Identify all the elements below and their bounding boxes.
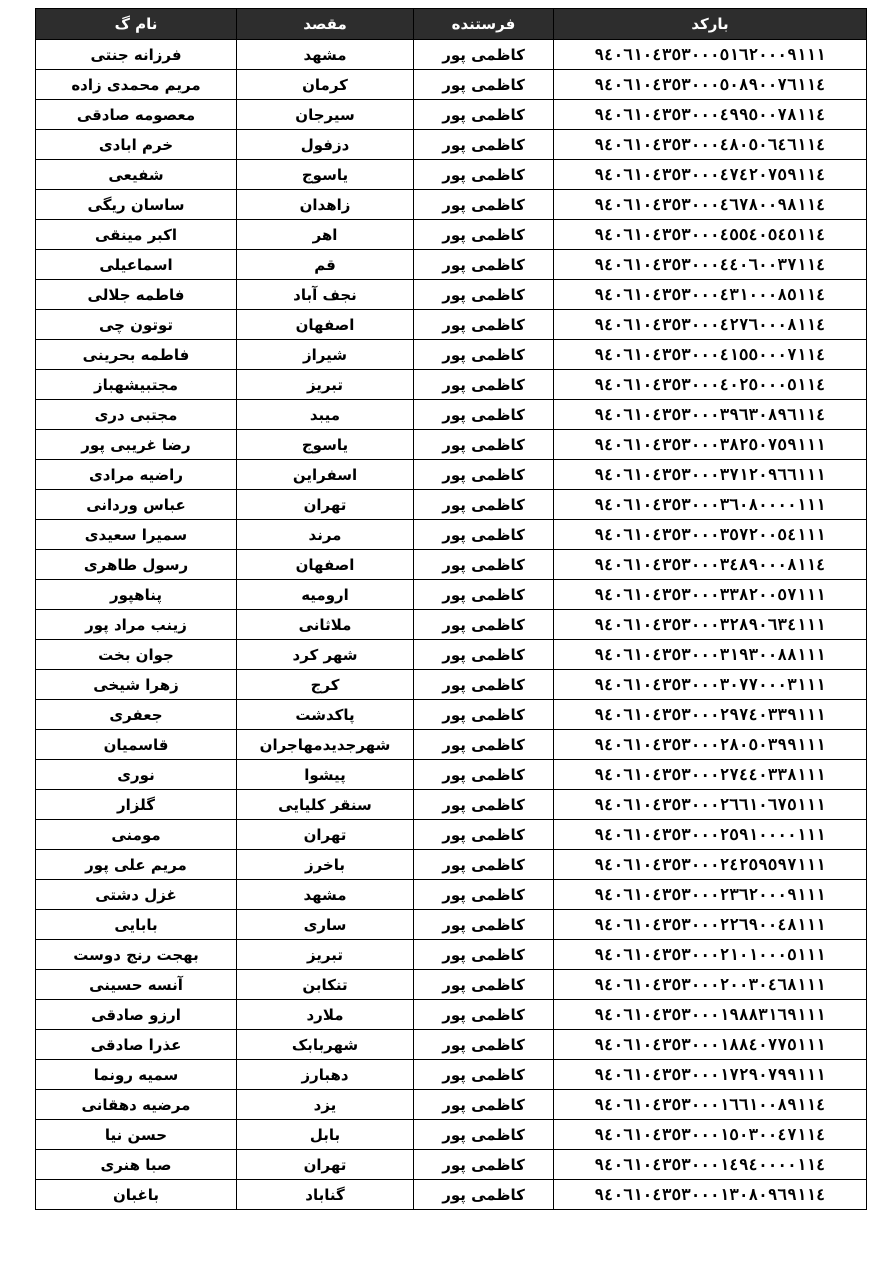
destination-cell: تبریز bbox=[237, 940, 414, 970]
barcode-cell: ۹٤۰٦۱۰٤۳٥۳۰۰۰۱٥۰۳۰۰٤۷۱۱٤ bbox=[554, 1120, 867, 1150]
barcode-cell: ۹٤۰٦۱۰٤۳٥۳۰۰۰۳۷۱۲۰۹٦٦۱۱۱ bbox=[554, 460, 867, 490]
recipient-name-cell: قاسمیان bbox=[36, 730, 237, 760]
destination-cell: یاسوج bbox=[237, 430, 414, 460]
sender-cell: کاظمی پور bbox=[414, 670, 554, 700]
table-row bbox=[36, 790, 867, 820]
recipient-name-cell: رضا غریبی پور bbox=[36, 430, 237, 460]
destination-cell: شهر کرد bbox=[237, 640, 414, 670]
table-row bbox=[36, 430, 867, 460]
table-row bbox=[36, 100, 867, 130]
recipient-name-cell: حسن نیا bbox=[36, 1120, 237, 1150]
barcode-cell: ۹٤۰٦۱۰٤۳٥۳۰۰۰۱٤۹٤۰۰۰۰۱۱٤ bbox=[554, 1150, 867, 1180]
recipient-name-cell: مجتبیشهباز bbox=[36, 370, 237, 400]
barcode-cell: ۹٤۰٦۱۰٤۳٥۳۰۰۰۲٥۹۱۰۰۰۰۱۱۱ bbox=[554, 820, 867, 850]
recipient-name-cell: فاطمه بحرینی bbox=[36, 340, 237, 370]
barcode-cell: ۹٤۰٦۱۰٤۳٥۳۰۰۰۱۷۲۹۰۷۹۹۱۱۱ bbox=[554, 1060, 867, 1090]
barcode-cell: ۹٤۰٦۱۰٤۳٥۳۰۰۰٤٤۰٦۰۰۳۷۱۱٤ bbox=[554, 250, 867, 280]
recipient-name-cell: فرزانه جنتی bbox=[36, 40, 237, 70]
barcode-cell: ۹٤۰٦۱۰٤۳٥۳۰۰۰٤٦۷۸۰۰۹۸۱۱٤ bbox=[554, 190, 867, 220]
sender-cell: کاظمی پور bbox=[414, 880, 554, 910]
recipient-name-cell: مومنی bbox=[36, 820, 237, 850]
barcode-cell: ۹٤۰٦۱۰٤۳٥۳۰۰۰۳۹٦۳۰۸۹٦۱۱٤ bbox=[554, 400, 867, 430]
destination-cell: نجف آباد bbox=[237, 280, 414, 310]
sender-cell: کاظمی پور bbox=[414, 400, 554, 430]
sender-cell: کاظمی پور bbox=[414, 490, 554, 520]
barcode-cell: ۹٤۰٦۱۰٤۳٥۳۰۰۰۲۲٦۹۰۰٤۸۱۱۱ bbox=[554, 910, 867, 940]
destination-cell: سنقر کلیایی bbox=[237, 790, 414, 820]
barcode-cell: ۹٤۰٦۱۰٤۳٥۳۰۰۰۳٤۸۹۰۰۰۸۱۱٤ bbox=[554, 550, 867, 580]
table-row bbox=[36, 550, 867, 580]
destination-cell: مشهد bbox=[237, 880, 414, 910]
barcode-cell: ۹٤۰٦۱۰٤۳٥۳۰۰۰٤۹۹٥۰۰۷۸۱۱٤ bbox=[554, 100, 867, 130]
table-row bbox=[36, 640, 867, 670]
header-destination: مقصد bbox=[237, 9, 414, 40]
barcode-cell: ۹٤۰٦۱۰٤۳٥۳۰۰۰٤۷٤۲۰۷٥۹۱۱٤ bbox=[554, 160, 867, 190]
destination-cell: پیشوا bbox=[237, 760, 414, 790]
destination-cell: اهر bbox=[237, 220, 414, 250]
recipient-name-cell: فاطمه جلالی bbox=[36, 280, 237, 310]
sender-cell: کاظمی پور bbox=[414, 940, 554, 970]
sender-cell: کاظمی پور bbox=[414, 1060, 554, 1090]
sender-cell: کاظمی پور bbox=[414, 70, 554, 100]
sender-cell: کاظمی پور bbox=[414, 370, 554, 400]
sender-cell: کاظمی پور bbox=[414, 460, 554, 490]
recipient-name-cell: توتون چی bbox=[36, 310, 237, 340]
barcode-cell: ۹٤۰٦۱۰٤۳٥۳۰۰۰٤۳۱۰۰۰۸٥۱۱٤ bbox=[554, 280, 867, 310]
table-row bbox=[36, 1150, 867, 1180]
sender-cell: کاظمی پور bbox=[414, 610, 554, 640]
table-row bbox=[36, 1090, 867, 1120]
sender-cell: کاظمی پور bbox=[414, 220, 554, 250]
sender-cell: کاظمی پور bbox=[414, 40, 554, 70]
sender-cell: کاظمی پور bbox=[414, 1000, 554, 1030]
barcode-cell: ۹٤۰٦۱۰٤۳٥۳۰۰۰۳۲۸۹۰٦۳٤۱۱۱ bbox=[554, 610, 867, 640]
sender-cell: کاظمی پور bbox=[414, 550, 554, 580]
sender-cell: کاظمی پور bbox=[414, 340, 554, 370]
sender-cell: کاظمی پور bbox=[414, 160, 554, 190]
barcode-cell: ۹٤۰٦۱۰٤۳٥۳۰۰۰۱۸۸٤۰۷۷٥۱۱۱ bbox=[554, 1030, 867, 1060]
sender-cell: کاظمی پور bbox=[414, 580, 554, 610]
recipient-name-cell: ساسان ریگی bbox=[36, 190, 237, 220]
recipient-name-cell: پناهپور bbox=[36, 580, 237, 610]
sender-cell: کاظمی پور bbox=[414, 850, 554, 880]
table-row bbox=[36, 1030, 867, 1060]
sender-cell: کاظمی پور bbox=[414, 820, 554, 850]
sender-cell: کاظمی پور bbox=[414, 1120, 554, 1150]
table-row bbox=[36, 160, 867, 190]
header-barcode: بارکد bbox=[554, 9, 867, 40]
recipient-name-cell: راضیه مرادی bbox=[36, 460, 237, 490]
barcode-cell: ۹٤۰٦۱۰٤۳٥۳۰۰۰٤۱٥٥۰۰۰۷۱۱٤ bbox=[554, 340, 867, 370]
barcode-cell: ۹٤۰٦۱۰٤۳٥۳۰۰۰۲۹۷٤۰۳۳۹۱۱۱ bbox=[554, 700, 867, 730]
sender-cell: کاظمی پور bbox=[414, 910, 554, 940]
barcode-cell: ۹٤۰٦۱۰٤۳٥۳۰۰۰۱۹۸۸۳۱٦۹۱۱۱ bbox=[554, 1000, 867, 1030]
destination-cell: دزفول bbox=[237, 130, 414, 160]
destination-cell: باخرز bbox=[237, 850, 414, 880]
table-row bbox=[36, 340, 867, 370]
sender-cell: کاظمی پور bbox=[414, 520, 554, 550]
destination-cell: ملاثانی bbox=[237, 610, 414, 640]
barcode-cell: ۹٤۰٦۱۰٤۳٥۳۰۰۰۳٥۷۲۰۰٥٤۱۱۱ bbox=[554, 520, 867, 550]
sender-cell: کاظمی پور bbox=[414, 430, 554, 460]
recipient-name-cell: باغبان bbox=[36, 1180, 237, 1210]
barcode-cell: ۹٤۰٦۱۰٤۳٥۳۰۰۰۲۱۰۱۰۰۰٥۱۱۱ bbox=[554, 940, 867, 970]
sender-cell: کاظمی پور bbox=[414, 730, 554, 760]
destination-cell: بابل bbox=[237, 1120, 414, 1150]
destination-cell: ارومیه bbox=[237, 580, 414, 610]
sender-cell: کاظمی پور bbox=[414, 130, 554, 160]
destination-cell: زاهدان bbox=[237, 190, 414, 220]
recipient-name-cell: آنسه حسینی bbox=[36, 970, 237, 1000]
barcode-cell: ۹٤۰٦۱۰٤۳٥۳۰۰۰٤۰۲٥۰۰۰٥۱۱٤ bbox=[554, 370, 867, 400]
table-header-row bbox=[36, 9, 867, 40]
barcode-cell: ۹٤۰٦۱۰٤۳٥۳۰۰۰۳۸۲٥۰۷٥۹۱۱۱ bbox=[554, 430, 867, 460]
destination-cell: میبد bbox=[237, 400, 414, 430]
barcode-cell: ۹٤۰٦۱۰٤۳٥۳۰۰۰۳٦۰۸۰۰۰۰۱۱۱ bbox=[554, 490, 867, 520]
header-recipient: نام گ bbox=[36, 9, 237, 40]
table-row bbox=[36, 1180, 867, 1210]
destination-cell: تبریز bbox=[237, 370, 414, 400]
sender-cell: کاظمی پور bbox=[414, 790, 554, 820]
sender-cell: کاظمی پور bbox=[414, 280, 554, 310]
destination-cell: شیراز bbox=[237, 340, 414, 370]
table-row bbox=[36, 910, 867, 940]
destination-cell: مشهد bbox=[237, 40, 414, 70]
table-row bbox=[36, 670, 867, 700]
destination-cell: تهران bbox=[237, 1150, 414, 1180]
barcode-cell: ۹٤۰٦۱۰٤۳٥۳۰۰۰٤٥٥٤۰٥٤٥۱۱٤ bbox=[554, 220, 867, 250]
sender-cell: کاظمی پور bbox=[414, 310, 554, 340]
table-row bbox=[36, 1060, 867, 1090]
recipient-name-cell: سمیه رونما bbox=[36, 1060, 237, 1090]
recipient-name-cell: جوان بخت bbox=[36, 640, 237, 670]
recipient-name-cell: اکبر مینقی bbox=[36, 220, 237, 250]
header-sender: فرستنده bbox=[414, 9, 554, 40]
barcode-cell: ۹٤۰٦۱۰٤۳٥۳۰۰۰۲۰۰۳۰٤٦۸۱۱۱ bbox=[554, 970, 867, 1000]
sender-cell: کاظمی پور bbox=[414, 640, 554, 670]
sender-cell: کاظمی پور bbox=[414, 760, 554, 790]
destination-cell: تنکابن bbox=[237, 970, 414, 1000]
table-row bbox=[36, 850, 867, 880]
barcode-cell: ۹٤۰٦۱۰٤۳٥۳۰۰۰٥۱٦۲۰۰۰۹۱۱۱ bbox=[554, 40, 867, 70]
table-row bbox=[36, 310, 867, 340]
sender-cell: کاظمی پور bbox=[414, 970, 554, 1000]
destination-cell: مرند bbox=[237, 520, 414, 550]
recipient-name-cell: زینب مراد پور bbox=[36, 610, 237, 640]
table-row bbox=[36, 610, 867, 640]
sender-cell: کاظمی پور bbox=[414, 1150, 554, 1180]
table-row bbox=[36, 460, 867, 490]
barcode-cell: ۹٤۰٦۱۰٤۳٥۳۰۰۰٥۰۸۹۰۰۷٦۱۱٤ bbox=[554, 70, 867, 100]
recipient-name-cell: غزل دشتی bbox=[36, 880, 237, 910]
table-row bbox=[36, 70, 867, 100]
destination-cell: یزد bbox=[237, 1090, 414, 1120]
table-row bbox=[36, 730, 867, 760]
recipient-name-cell: خرم ابادی bbox=[36, 130, 237, 160]
destination-cell: شهربابک bbox=[237, 1030, 414, 1060]
sender-cell: کاظمی پور bbox=[414, 1180, 554, 1210]
table-row bbox=[36, 940, 867, 970]
destination-cell: تهران bbox=[237, 490, 414, 520]
table-row bbox=[36, 700, 867, 730]
table-row bbox=[36, 820, 867, 850]
table-row bbox=[36, 280, 867, 310]
barcode-cell: ۹٤۰٦۱۰٤۳٥۳۰۰۰۳۱۹۳۰۰۸۸۱۱۱ bbox=[554, 640, 867, 670]
table-row bbox=[36, 970, 867, 1000]
table-row bbox=[36, 130, 867, 160]
table-row bbox=[36, 220, 867, 250]
destination-cell: کرج bbox=[237, 670, 414, 700]
barcode-cell: ۹٤۰٦۱۰٤۳٥۳۰۰۰۱٦٦۱۰۰۸۹۱۱٤ bbox=[554, 1090, 867, 1120]
destination-cell: اصفهان bbox=[237, 550, 414, 580]
barcode-cell: ۹٤۰٦۱۰٤۳٥۳۰۰۰٤۸۰٥۰٦٤٦۱۱٤ bbox=[554, 130, 867, 160]
sender-cell: کاظمی پور bbox=[414, 700, 554, 730]
recipient-name-cell: گلزار bbox=[36, 790, 237, 820]
recipient-name-cell: مریم محمدی زاده bbox=[36, 70, 237, 100]
shipment-table bbox=[35, 8, 867, 1210]
sender-cell: کاظمی پور bbox=[414, 1090, 554, 1120]
recipient-name-cell: مجتبی دری bbox=[36, 400, 237, 430]
recipient-name-cell: عذرا صادقی bbox=[36, 1030, 237, 1060]
barcode-cell: ۹٤۰٦۱۰٤۳٥۳۰۰۰٤۲۷٦۰۰۰۸۱۱٤ bbox=[554, 310, 867, 340]
destination-cell: اصفهان bbox=[237, 310, 414, 340]
destination-cell: اسفراین bbox=[237, 460, 414, 490]
table-row bbox=[36, 880, 867, 910]
destination-cell: ساری bbox=[237, 910, 414, 940]
recipient-name-cell: ارزو صادقی bbox=[36, 1000, 237, 1030]
table-row bbox=[36, 190, 867, 220]
recipient-name-cell: صبا هنری bbox=[36, 1150, 237, 1180]
table-row bbox=[36, 1000, 867, 1030]
sender-cell: کاظمی پور bbox=[414, 1030, 554, 1060]
table-row bbox=[36, 1120, 867, 1150]
recipient-name-cell: عباس وردانی bbox=[36, 490, 237, 520]
table-row bbox=[36, 520, 867, 550]
table-row bbox=[36, 760, 867, 790]
recipient-name-cell: مریم علی پور bbox=[36, 850, 237, 880]
destination-cell: دهبارز bbox=[237, 1060, 414, 1090]
table-row bbox=[36, 400, 867, 430]
recipient-name-cell: زهرا شیخی bbox=[36, 670, 237, 700]
table-row bbox=[36, 370, 867, 400]
destination-cell: پاکدشت bbox=[237, 700, 414, 730]
barcode-cell: ۹٤۰٦۱۰٤۳٥۳۰۰۰۱۳۰۸۰۹٦۹۱۱٤ bbox=[554, 1180, 867, 1210]
recipient-name-cell: بهجت رنج دوست bbox=[36, 940, 237, 970]
barcode-cell: ۹٤۰٦۱۰٤۳٥۳۰۰۰۲٦٦۱۰٦۷٥۱۱۱ bbox=[554, 790, 867, 820]
destination-cell: سیرجان bbox=[237, 100, 414, 130]
destination-cell: کرمان bbox=[237, 70, 414, 100]
recipient-name-cell: اسماعیلی bbox=[36, 250, 237, 280]
recipient-name-cell: بابایی bbox=[36, 910, 237, 940]
barcode-cell: ۹٤۰٦۱۰٤۳٥۳۰۰۰۲۸۰٥۰۳۹۹۱۱۱ bbox=[554, 730, 867, 760]
recipient-name-cell: جعفری bbox=[36, 700, 237, 730]
recipient-name-cell: نوری bbox=[36, 760, 237, 790]
table-row bbox=[36, 490, 867, 520]
barcode-cell: ۹٤۰٦۱۰٤۳٥۳۰۰۰۲٤۲٥۹٥۹۷۱۱۱ bbox=[554, 850, 867, 880]
recipient-name-cell: سمیرا سعیدی bbox=[36, 520, 237, 550]
destination-cell: یاسوج bbox=[237, 160, 414, 190]
table-row bbox=[36, 580, 867, 610]
table-row bbox=[36, 250, 867, 280]
sender-cell: کاظمی پور bbox=[414, 250, 554, 280]
destination-cell: گناباد bbox=[237, 1180, 414, 1210]
destination-cell: تهران bbox=[237, 820, 414, 850]
destination-cell: ملارد bbox=[237, 1000, 414, 1030]
recipient-name-cell: رسول طاهری bbox=[36, 550, 237, 580]
sender-cell: کاظمی پور bbox=[414, 100, 554, 130]
barcode-cell: ۹٤۰٦۱۰٤۳٥۳۰۰۰۳۳۸۲۰۰٥۷۱۱۱ bbox=[554, 580, 867, 610]
recipient-name-cell: معصومه صادقی bbox=[36, 100, 237, 130]
barcode-cell: ۹٤۰٦۱۰٤۳٥۳۰۰۰۲۳٦۲۰۰۰۹۱۱۱ bbox=[554, 880, 867, 910]
recipient-name-cell: شفیعی bbox=[36, 160, 237, 190]
barcode-cell: ۹٤۰٦۱۰٤۳٥۳۰۰۰۳۰۷۷۰۰۰۳۱۱۱ bbox=[554, 670, 867, 700]
sender-cell: کاظمی پور bbox=[414, 190, 554, 220]
barcode-cell: ۹٤۰٦۱۰٤۳٥۳۰۰۰۲۷٤٤۰۳۳۸۱۱۱ bbox=[554, 760, 867, 790]
destination-cell: قم bbox=[237, 250, 414, 280]
destination-cell: شهرجدیدمهاجران bbox=[237, 730, 414, 760]
table-row bbox=[36, 40, 867, 70]
recipient-name-cell: مرضیه دهقانی bbox=[36, 1090, 237, 1120]
